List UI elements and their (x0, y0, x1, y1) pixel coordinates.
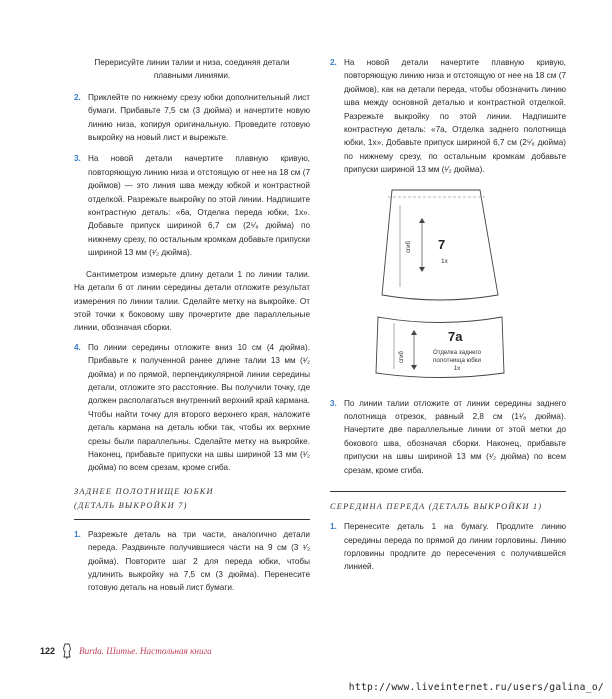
step-item (74, 152, 310, 259)
right-column (330, 56, 566, 582)
step-number: 1. (74, 529, 81, 539)
page-number: 122 (40, 646, 56, 656)
dress-form-icon (61, 643, 73, 659)
step-text: Приклейте по нижнему срезу юбки дополнительный лист бумаги. Прибавьте 7,5 см (3 дюйма) и начертите новую линию низа, копируя оригинальную. Проведите готовую выкройку на новый лист и вырежьте. (88, 92, 310, 143)
section-divider (74, 519, 310, 520)
grainline-arrowhead (411, 330, 417, 335)
step-text: На новой детали начертите плавную кривую, повторяющую линию низа и отстоящую от нее на 18 см (7 дюймов) — это линия шва между юбкой и контрастной отделкой. Разрежьте выкройку по этой линии. Надпишите контрастную деталь: «6a, Отделка переда юбки, 1x». Добавьте припуск шириной 6,7 см (2⁵⁄₈ дюйма) по нижнему срезу, по остальным кромкам добавьте припуски шириной 13 мм (¹⁄₂ дюйма). (88, 154, 310, 258)
step-item (74, 91, 310, 145)
step-item (74, 341, 310, 475)
step-item (330, 397, 566, 477)
piece-7a-label: полотнища юбки (433, 356, 481, 364)
section-heading-front: СЕРЕДИНА ПЕРЕДА (ДЕТАЛЬ ВЫКРОЙКИ 1) (330, 502, 543, 512)
step-text: По линии талии отложите от линии середины заднего полотнища отрезок, равный 2,8 см (1¹⁄₈ дюйма). Начертите две параллельные линии от этой метки до бокового шва, обозначая сборки. Наконец, прибавьте припуски на швы шириной 13 мм (¹⁄₂ дюйма) по всем срезам, кроме сгиба. (344, 398, 566, 475)
step-number: 3. (330, 398, 337, 408)
section-heading-back (74, 485, 310, 513)
step-item (330, 56, 566, 177)
book-title: Burda. Шитье. Настольная книга (79, 646, 212, 656)
step-item (330, 520, 566, 574)
pattern-piece-7a-outline (376, 317, 504, 378)
left-column (74, 56, 310, 603)
step-text: Перенесите деталь 1 на бумагу. Продлите линию середины переда по прямой до линии горловины. Линию горловины продлите до пересечения с получившейся линией. (344, 522, 566, 572)
step-text: Разрежьте деталь на три части, аналогично детали переда. Раздвиньте получившиеся части на 9 см (3 ¹⁄₂ дюйма). Повторите шаг 2 для переда юбки, чтобы удлинить выкройку на 7,5 см (3 дюйма). Перенесите готовую деталь на новый лист бумаги. (88, 529, 310, 593)
section-title-line-2: (ДЕТАЛЬ ВЫКРОЙКИ 7) (74, 500, 188, 510)
step-item (74, 528, 310, 595)
section-divider (330, 491, 566, 492)
piece-7-number: 7 (438, 236, 446, 252)
grainline-arrowhead (411, 365, 417, 370)
pattern-svg (330, 187, 566, 383)
piece-7a-label: Отделка заднего (432, 348, 482, 356)
step-number: 2. (74, 92, 81, 102)
intro-text: Перерисуйте линии талии и низа, соединяя детали плавными линиями. (94, 58, 290, 81)
pattern-diagram (330, 187, 566, 383)
step-text: По линии середины отложите вниз 10 см (4 дюйма). Прибавьте к полученной ранее длине талии 13 мм (¹⁄₂ дюйма) и по прямой, перпендикулярной линии середины детали, отложите это расстояние. Вы получили точку, где должен располагаться внутренний верхний край кармана. Чтобы найти точку для второго верхнего края, наложите деталь кармана на деталь юбки так, чтобы их верхние срезы были параллельны. Сделайте метку на выкройке. Наконец, прибавьте припуски на швы шириной 13 мм (¹⁄₂ дюйма) по всем срезам, кроме сгиба. (88, 342, 310, 473)
grainline-arrowhead (419, 218, 425, 223)
piece-7a-number: 7a (448, 328, 463, 344)
step-number: 2. (330, 58, 337, 67)
step-number: 4. (74, 342, 81, 352)
piece-7a-count: 1x (453, 364, 461, 372)
piece-7-count: 1x (441, 257, 448, 265)
step-number: 1. (330, 522, 337, 532)
grainline-arrowhead (419, 267, 425, 272)
note-text: Сантиметром измерьте длину детали 1 по линии талии. На детали 6 от линии середины детали отложите результат измерения по линии талии. Сделайте метку на выкройке. От этой точки к боковому шву прочертите две параллельные линии, обозначая сборки. (74, 269, 310, 333)
step-number: 3. (74, 154, 81, 164)
watermark-url[interactable]: http://www.liveinternet.ru/users/galina_o/ (348, 682, 604, 693)
section-title-line-1: ЗАДНЕЕ ПОЛОТНИЩЕ ЮБКИ (74, 486, 214, 496)
step-text: На новой детали начертите плавную кривую, повторяющую линию низа и отстоящую от нее на 18 см (7 дюймов), как на детали переда, чтобы обозначить линию шва между основной деталью и контрастной отделкой. Разрежьте выкройку по этой линии. Надпишите контрастную деталь: «7a, Отделка заднего полотнища юбки, 1x». Добавьте припуск шириной 6,7 см (2⁵⁄₈ дюйма) по нижнему срезу, по остальным кромкам добавьте припуски шириной 13 мм (¹⁄₂ дюйма). (344, 58, 566, 175)
piece-7a-fold-label: сгиб (399, 350, 405, 363)
page-footer (40, 643, 212, 659)
piece-7-fold-label: сгиб (406, 240, 412, 253)
